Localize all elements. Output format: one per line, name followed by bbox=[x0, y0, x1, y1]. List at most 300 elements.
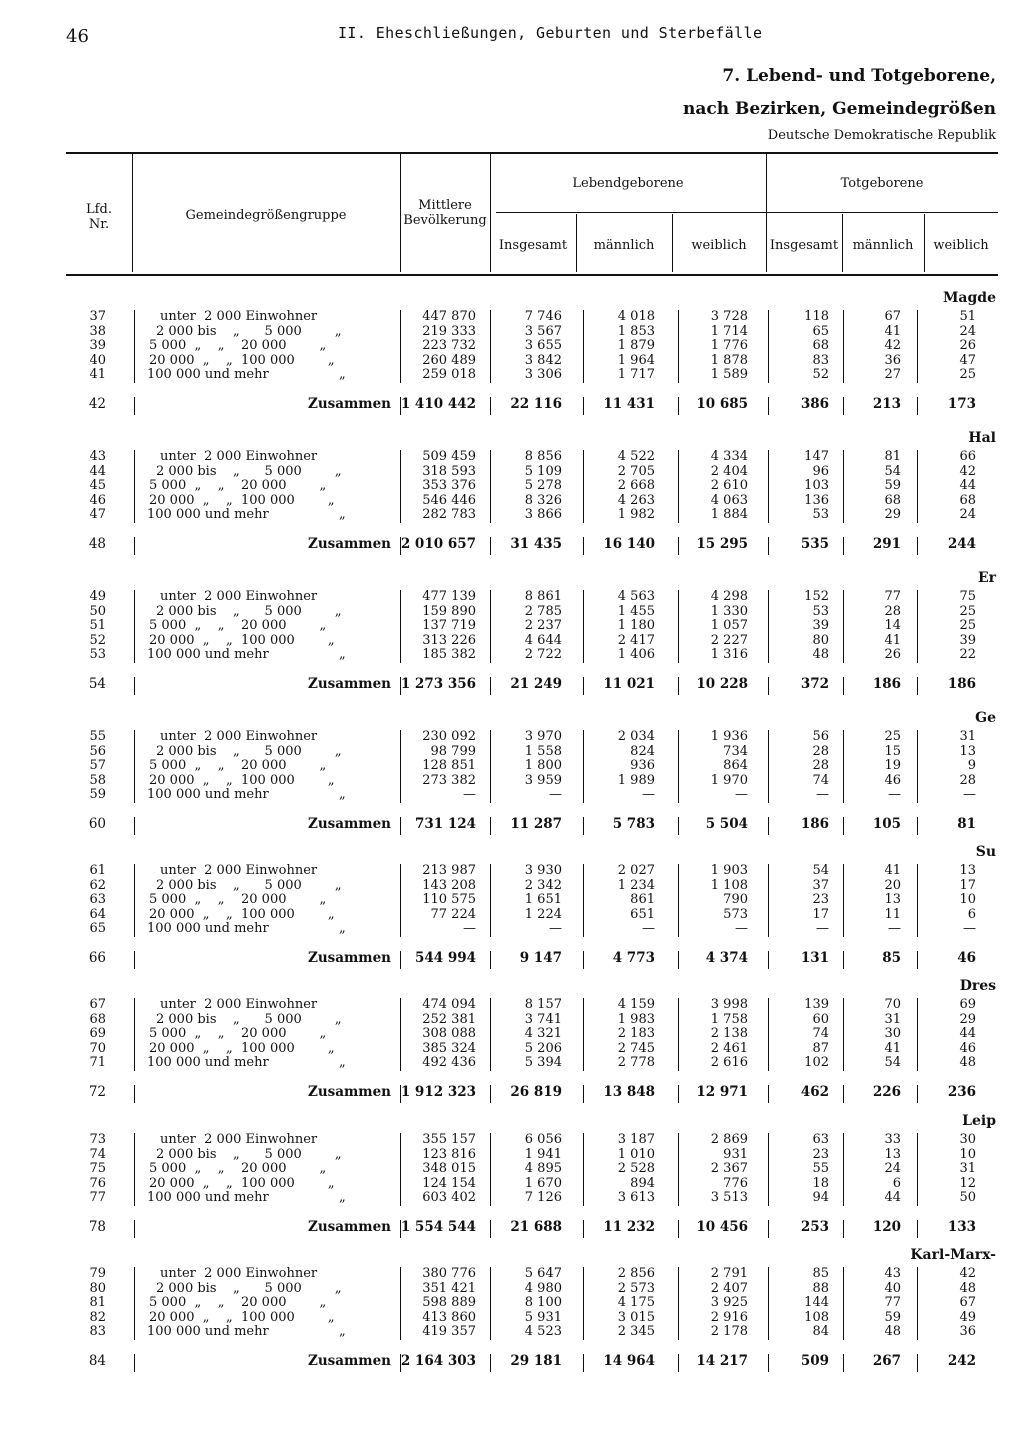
cell-lebend-insgesamt: 4 321 bbox=[524, 1026, 562, 1041]
cell-lebend-insgesamt: 29 181 bbox=[510, 1352, 562, 1369]
cell-lebend-maennlich: 3 187 bbox=[617, 1132, 655, 1147]
cell-bevoelkerung: 77 224 bbox=[430, 906, 476, 922]
cell-lebend-insgesamt: 22 116 bbox=[510, 395, 562, 412]
cell-bevoelkerung: 474 094 bbox=[422, 997, 476, 1012]
cell-tot-maennlich: 29 bbox=[884, 507, 901, 522]
row-number: 79 bbox=[89, 1266, 106, 1281]
cell-tot-maennlich: 67 bbox=[884, 309, 901, 324]
cell-lebend-insgesamt: 3 741 bbox=[524, 1011, 562, 1027]
row-number: 47 bbox=[89, 507, 106, 522]
cell-tot-insgesamt: 136 bbox=[804, 492, 829, 508]
cell-tot-weiblich: 44 bbox=[959, 1026, 976, 1041]
group-label: 5 000 „ „ 20 000 „ bbox=[149, 1026, 327, 1041]
group-label: unter 2 000 Einwohner bbox=[160, 729, 318, 744]
row-number: 44 bbox=[89, 463, 106, 479]
cell-lebend-maennlich: 3 613 bbox=[617, 1190, 655, 1205]
cell-lebend-weiblich: 5 504 bbox=[705, 815, 748, 832]
row-number: 81 bbox=[89, 1295, 106, 1310]
cell-lebend-insgesamt: 21 688 bbox=[510, 1218, 562, 1235]
cell-lebend-weiblich: 1 330 bbox=[710, 603, 748, 619]
cell-lebend-weiblich: 2 610 bbox=[710, 478, 748, 493]
table-row bbox=[66, 922, 998, 937]
cell-tot-weiblich: 26 bbox=[959, 338, 976, 353]
cell-tot-weiblich: 9 bbox=[967, 758, 976, 773]
cell-lebend-insgesamt: 1 941 bbox=[524, 1146, 562, 1162]
table-row bbox=[66, 1013, 998, 1028]
cell-lebend-maennlich: 1 964 bbox=[617, 352, 655, 368]
group-label: 2 000 bis „ 5 000 „ bbox=[156, 603, 342, 619]
cell-bevoelkerung: 385 324 bbox=[422, 1040, 476, 1056]
group-label: unter 2 000 Einwohner bbox=[160, 589, 318, 604]
row-number: 69 bbox=[89, 1026, 106, 1041]
group-label: 20 000 „ „ 100 000 „ bbox=[149, 352, 335, 368]
cell-tot-maennlich: 41 bbox=[884, 1040, 901, 1056]
cell-bevoelkerung: 2 164 303 bbox=[400, 1352, 476, 1369]
cell-tot-weiblich: 25 bbox=[959, 603, 976, 619]
row-number: 76 bbox=[89, 1175, 106, 1191]
cell-tot-insgesamt: 28 bbox=[812, 743, 829, 759]
cell-tot-insgesamt: 56 bbox=[812, 729, 829, 744]
cell-tot-weiblich: 133 bbox=[947, 1218, 976, 1235]
cell-lebend-insgesamt: 3 959 bbox=[524, 772, 562, 788]
header-lebend-weiblich: weiblich bbox=[691, 238, 747, 253]
district-label: Dres bbox=[959, 978, 996, 994]
cell-lebend-insgesamt: 8 326 bbox=[524, 492, 562, 508]
header-gruppe: Gemeindegrößengruppe bbox=[185, 208, 347, 223]
group-label: 5 000 „ „ 20 000 „ bbox=[149, 338, 327, 353]
total-label: Zusammen bbox=[308, 949, 391, 966]
cell-lebend-maennlich: 13 848 bbox=[603, 1083, 655, 1100]
cell-tot-weiblich: 17 bbox=[959, 877, 976, 893]
cell-lebend-insgesamt: 1 558 bbox=[524, 743, 562, 759]
cell-lebend-insgesamt: 4 980 bbox=[524, 1280, 562, 1296]
cell-tot-maennlich: 40 bbox=[884, 1280, 901, 1296]
cell-bevoelkerung: 348 015 bbox=[422, 1161, 476, 1176]
group-label: 20 000 „ „ 100 000 „ bbox=[149, 1040, 335, 1056]
table-total-row bbox=[66, 951, 998, 969]
cell-tot-insgesamt: 386 bbox=[800, 395, 829, 412]
row-number: 66 bbox=[88, 949, 106, 966]
group-label: 100 000 und mehr „ bbox=[147, 921, 346, 936]
cell-tot-maennlich: 19 bbox=[884, 758, 901, 773]
row-number: 64 bbox=[89, 906, 106, 922]
table-row bbox=[66, 759, 998, 774]
cell-lebend-maennlich: 5 783 bbox=[612, 815, 655, 832]
row-number: 73 bbox=[89, 1132, 106, 1147]
cell-lebend-maennlich: 3 015 bbox=[617, 1309, 655, 1325]
cell-tot-insgesamt: 118 bbox=[804, 309, 829, 324]
group-label: 2 000 bis „ 5 000 „ bbox=[156, 1280, 342, 1296]
cell-lebend-insgesamt: 4 895 bbox=[524, 1161, 562, 1176]
cell-lebend-weiblich: 4 298 bbox=[710, 589, 748, 604]
cell-bevoelkerung: 546 446 bbox=[422, 492, 476, 508]
header-tot-insgesamt: Insgesamt bbox=[769, 238, 839, 253]
cell-lebend-weiblich: 1 884 bbox=[710, 507, 748, 522]
total-label: Zusammen bbox=[308, 395, 391, 412]
row-number: 46 bbox=[89, 492, 106, 508]
header-lfd-nr: Lfd. Nr. bbox=[86, 202, 112, 232]
table-row bbox=[66, 450, 998, 465]
cell-lebend-weiblich: 2 916 bbox=[710, 1309, 748, 1325]
cell-tot-insgesamt: 84 bbox=[812, 1324, 829, 1339]
cell-lebend-maennlich: 4 263 bbox=[617, 492, 655, 508]
cell-tot-maennlich: 77 bbox=[884, 1295, 901, 1310]
table-row bbox=[66, 1325, 998, 1340]
cell-tot-insgesamt: 253 bbox=[800, 1218, 829, 1235]
cell-tot-maennlich: 85 bbox=[882, 949, 901, 966]
cell-tot-maennlich: 25 bbox=[884, 729, 901, 744]
cell-lebend-maennlich: 1 406 bbox=[617, 647, 655, 662]
cell-lebend-insgesamt: 11 287 bbox=[510, 815, 562, 832]
cell-tot-weiblich: 24 bbox=[959, 507, 976, 522]
cell-tot-weiblich: 44 bbox=[959, 478, 976, 493]
cell-lebend-insgesamt: — bbox=[549, 787, 562, 802]
cell-lebend-weiblich: 2 404 bbox=[710, 463, 748, 479]
cell-tot-weiblich: 66 bbox=[959, 449, 976, 464]
group-label: 100 000 und mehr „ bbox=[147, 1324, 346, 1339]
table-total-row bbox=[66, 1354, 998, 1372]
cell-tot-insgesamt: 54 bbox=[812, 863, 829, 878]
cell-tot-maennlich: 30 bbox=[884, 1026, 901, 1041]
cell-bevoelkerung: 351 421 bbox=[422, 1280, 476, 1296]
cell-tot-maennlich: 120 bbox=[872, 1218, 901, 1235]
group-label: unter 2 000 Einwohner bbox=[160, 449, 318, 464]
table-row bbox=[66, 998, 998, 1013]
cell-bevoelkerung: 308 088 bbox=[422, 1026, 476, 1041]
cell-lebend-weiblich: 1 589 bbox=[710, 367, 748, 382]
cell-tot-weiblich: 81 bbox=[957, 815, 976, 832]
group-label: 100 000 und mehr „ bbox=[147, 367, 346, 382]
cell-tot-insgesamt: 74 bbox=[812, 772, 829, 788]
group-label: 100 000 und mehr „ bbox=[147, 1190, 346, 1205]
cell-lebend-maennlich: 894 bbox=[630, 1175, 655, 1191]
cell-lebend-weiblich: 573 bbox=[723, 906, 748, 922]
cell-tot-maennlich: 68 bbox=[884, 492, 901, 508]
row-number: 41 bbox=[89, 367, 106, 382]
header-bevoelkerung: Mittlere Bevölkerung bbox=[403, 198, 487, 228]
cell-tot-weiblich: 46 bbox=[957, 949, 976, 966]
group-label: 5 000 „ „ 20 000 „ bbox=[149, 1161, 327, 1176]
cell-bevoelkerung: 98 799 bbox=[430, 743, 476, 759]
cell-lebend-weiblich: 14 217 bbox=[696, 1352, 748, 1369]
group-label: 2 000 bis „ 5 000 „ bbox=[156, 323, 342, 339]
cell-lebend-maennlich: 1 180 bbox=[617, 618, 655, 633]
cell-lebend-maennlich: 16 140 bbox=[603, 535, 655, 552]
cell-lebend-maennlich: — bbox=[642, 787, 655, 802]
cell-bevoelkerung: 492 436 bbox=[422, 1055, 476, 1070]
table-row bbox=[66, 1042, 998, 1057]
group-label: 20 000 „ „ 100 000 „ bbox=[149, 632, 335, 648]
cell-lebend-insgesamt: 3 970 bbox=[524, 729, 562, 744]
cell-tot-insgesamt: — bbox=[816, 921, 829, 936]
cell-lebend-weiblich: 2 178 bbox=[710, 1324, 748, 1339]
cell-tot-maennlich: 13 bbox=[884, 1146, 901, 1162]
table-row bbox=[66, 310, 998, 325]
table-row bbox=[66, 368, 998, 383]
cell-tot-maennlich: 26 bbox=[884, 647, 901, 662]
cell-bevoelkerung: 477 139 bbox=[422, 589, 476, 604]
cell-lebend-maennlich: 1 989 bbox=[617, 772, 655, 788]
cell-lebend-weiblich: 3 513 bbox=[710, 1190, 748, 1205]
cell-lebend-insgesamt: 9 147 bbox=[519, 949, 562, 966]
cell-tot-insgesamt: 23 bbox=[812, 892, 829, 907]
cell-tot-insgesamt: 88 bbox=[812, 1280, 829, 1296]
cell-lebend-weiblich: 931 bbox=[723, 1146, 748, 1162]
cell-bevoelkerung: 1 410 442 bbox=[400, 395, 476, 412]
row-number: 49 bbox=[89, 589, 106, 604]
cell-tot-weiblich: 244 bbox=[947, 535, 976, 552]
cell-tot-maennlich: 33 bbox=[884, 1132, 901, 1147]
total-label: Zusammen bbox=[308, 675, 391, 692]
cell-lebend-weiblich: 776 bbox=[723, 1175, 748, 1191]
cell-tot-weiblich: 12 bbox=[959, 1175, 976, 1191]
cell-lebend-maennlich: 1 853 bbox=[617, 323, 655, 339]
cell-bevoelkerung: 1 912 323 bbox=[400, 1083, 476, 1100]
row-number: 71 bbox=[89, 1055, 106, 1070]
cell-tot-maennlich: 213 bbox=[872, 395, 901, 412]
cell-tot-insgesamt: 509 bbox=[800, 1352, 829, 1369]
cell-bevoelkerung: 185 382 bbox=[422, 647, 476, 662]
row-number: 67 bbox=[89, 997, 106, 1012]
cell-lebend-maennlich: 861 bbox=[630, 892, 655, 907]
cell-tot-insgesamt: 535 bbox=[800, 535, 829, 552]
row-number: 52 bbox=[89, 632, 106, 648]
cell-lebend-insgesamt: 7 746 bbox=[524, 309, 562, 324]
cell-tot-maennlich: 267 bbox=[872, 1352, 901, 1369]
cell-lebend-maennlich: 2 778 bbox=[617, 1055, 655, 1070]
table-title-line1: 7. Lebend- und Totgeborene, bbox=[722, 66, 996, 86]
table-row bbox=[66, 1148, 998, 1163]
cell-lebend-maennlich: 2 417 bbox=[617, 632, 655, 648]
table-row bbox=[66, 1177, 998, 1192]
cell-lebend-maennlich: 4 773 bbox=[612, 949, 655, 966]
cell-lebend-insgesamt: 6 056 bbox=[524, 1132, 562, 1147]
cell-lebend-insgesamt: 5 206 bbox=[524, 1040, 562, 1056]
district-label: Su bbox=[975, 844, 996, 860]
cell-lebend-insgesamt: 8 157 bbox=[524, 997, 562, 1012]
district-label: Hal bbox=[968, 430, 996, 446]
cell-lebend-maennlich: 4 175 bbox=[617, 1295, 655, 1310]
cell-lebend-weiblich: 1 057 bbox=[710, 618, 748, 633]
row-number: 68 bbox=[89, 1011, 106, 1027]
cell-tot-insgesamt: 152 bbox=[804, 589, 829, 604]
header-tot-weiblich: weiblich bbox=[933, 238, 989, 253]
row-number: 77 bbox=[89, 1190, 106, 1205]
group-label: 2 000 bis „ 5 000 „ bbox=[156, 463, 342, 479]
cell-tot-weiblich: 48 bbox=[959, 1055, 976, 1070]
cell-tot-insgesamt: 65 bbox=[812, 323, 829, 339]
cell-tot-weiblich: 42 bbox=[959, 463, 976, 479]
cell-lebend-insgesamt: 26 819 bbox=[510, 1083, 562, 1100]
cell-lebend-insgesamt: 5 931 bbox=[524, 1309, 562, 1325]
cell-tot-maennlich: 13 bbox=[884, 892, 901, 907]
cell-tot-weiblich: 10 bbox=[959, 892, 976, 907]
table-total-row bbox=[66, 817, 998, 835]
table-row bbox=[66, 774, 998, 789]
cell-bevoelkerung: 413 860 bbox=[422, 1309, 476, 1325]
table-row bbox=[66, 325, 998, 340]
row-number: 51 bbox=[89, 618, 106, 633]
page-number: 46 bbox=[66, 26, 89, 47]
cell-lebend-maennlich: 2 027 bbox=[617, 863, 655, 878]
row-number: 65 bbox=[89, 921, 106, 936]
total-label: Zusammen bbox=[308, 1352, 391, 1369]
cell-tot-weiblich: 48 bbox=[959, 1280, 976, 1296]
cell-lebend-weiblich: 2 616 bbox=[710, 1055, 748, 1070]
cell-bevoelkerung: 143 208 bbox=[422, 877, 476, 893]
cell-lebend-maennlich: 4 159 bbox=[617, 997, 655, 1012]
group-label: unter 2 000 Einwohner bbox=[160, 1266, 318, 1281]
table-row bbox=[66, 1027, 998, 1042]
table-row bbox=[66, 634, 998, 649]
group-label: 2 000 bis „ 5 000 „ bbox=[156, 1146, 342, 1162]
table-row bbox=[66, 730, 998, 745]
cell-tot-weiblich: 49 bbox=[959, 1309, 976, 1325]
cell-tot-insgesamt: 17 bbox=[812, 906, 829, 922]
table-row bbox=[66, 508, 998, 523]
cell-bevoelkerung: 509 459 bbox=[422, 449, 476, 464]
cell-tot-weiblich: 25 bbox=[959, 367, 976, 382]
cell-tot-maennlich: 41 bbox=[884, 863, 901, 878]
group-label: 20 000 „ „ 100 000 „ bbox=[149, 492, 335, 508]
row-number: 38 bbox=[89, 323, 106, 339]
cell-tot-maennlich: 41 bbox=[884, 323, 901, 339]
table-row bbox=[66, 1282, 998, 1297]
cell-lebend-weiblich: 10 228 bbox=[696, 675, 748, 692]
cell-tot-weiblich: 39 bbox=[959, 632, 976, 648]
cell-bevoelkerung: 447 870 bbox=[422, 309, 476, 324]
cell-lebend-weiblich: 10 685 bbox=[696, 395, 748, 412]
cell-lebend-maennlich: 936 bbox=[630, 758, 655, 773]
district-label: Er bbox=[977, 570, 996, 586]
cell-lebend-weiblich: 15 295 bbox=[696, 535, 748, 552]
total-label: Zusammen bbox=[308, 815, 391, 832]
cell-tot-weiblich: 30 bbox=[959, 1132, 976, 1147]
cell-lebend-insgesamt: 4 644 bbox=[524, 632, 562, 648]
row-number: 50 bbox=[89, 603, 106, 619]
table-total-row bbox=[66, 537, 998, 555]
cell-lebend-maennlich: 1 879 bbox=[617, 338, 655, 353]
header-tot-maennlich: männlich bbox=[852, 238, 914, 253]
cell-tot-maennlich: 186 bbox=[872, 675, 901, 692]
cell-lebend-maennlich: 4 563 bbox=[617, 589, 655, 604]
group-label: 2 000 bis „ 5 000 „ bbox=[156, 877, 342, 893]
row-number: 40 bbox=[89, 352, 106, 368]
cell-lebend-insgesamt: 3 567 bbox=[524, 323, 562, 339]
cell-lebend-weiblich: 10 456 bbox=[696, 1218, 748, 1235]
cell-lebend-weiblich: 4 374 bbox=[705, 949, 748, 966]
table-total-row bbox=[66, 397, 998, 415]
cell-tot-weiblich: 13 bbox=[959, 863, 976, 878]
header-totgeborene: Totgeborene bbox=[840, 176, 924, 191]
group-label: 2 000 bis „ 5 000 „ bbox=[156, 743, 342, 759]
group-label: 20 000 „ „ 100 000 „ bbox=[149, 906, 335, 922]
table-row bbox=[66, 479, 998, 494]
cell-tot-insgesamt: 39 bbox=[812, 618, 829, 633]
cell-bevoelkerung: 282 783 bbox=[422, 507, 476, 522]
row-number: 43 bbox=[89, 449, 106, 464]
cell-lebend-weiblich: 1 936 bbox=[710, 729, 748, 744]
cell-tot-maennlich: 43 bbox=[884, 1266, 901, 1281]
cell-tot-weiblich: 13 bbox=[959, 743, 976, 759]
group-label: 5 000 „ „ 20 000 „ bbox=[149, 758, 327, 773]
row-number: 45 bbox=[89, 478, 106, 493]
cell-bevoelkerung: 313 226 bbox=[422, 632, 476, 648]
table-row bbox=[66, 494, 998, 509]
cell-tot-maennlich: 20 bbox=[884, 877, 901, 893]
cell-lebend-insgesamt: 1 670 bbox=[524, 1175, 562, 1191]
cell-lebend-maennlich: 2 856 bbox=[617, 1266, 655, 1281]
cell-bevoelkerung: 213 987 bbox=[422, 863, 476, 878]
row-number: 63 bbox=[89, 892, 106, 907]
cell-lebend-maennlich: — bbox=[642, 921, 655, 936]
table-total-row bbox=[66, 1085, 998, 1103]
group-label: 100 000 und mehr „ bbox=[147, 507, 346, 522]
cell-tot-weiblich: 186 bbox=[947, 675, 976, 692]
table-row bbox=[66, 465, 998, 480]
group-label: 100 000 und mehr „ bbox=[147, 787, 346, 802]
table-row bbox=[66, 893, 998, 908]
cell-tot-insgesamt: 68 bbox=[812, 338, 829, 353]
cell-bevoelkerung: 1 554 544 bbox=[400, 1218, 476, 1235]
cell-bevoelkerung: 355 157 bbox=[422, 1132, 476, 1147]
cell-tot-maennlich: 54 bbox=[884, 463, 901, 479]
cell-tot-insgesamt: 83 bbox=[812, 352, 829, 368]
cell-lebend-insgesamt: 2 342 bbox=[524, 877, 562, 893]
cell-tot-maennlich: 226 bbox=[872, 1083, 901, 1100]
cell-tot-weiblich: 31 bbox=[959, 729, 976, 744]
cell-lebend-maennlich: 11 021 bbox=[603, 675, 655, 692]
group-label: 100 000 und mehr „ bbox=[147, 647, 346, 662]
cell-bevoelkerung: 128 851 bbox=[422, 758, 476, 773]
table-row bbox=[66, 1162, 998, 1177]
table-row bbox=[66, 354, 998, 369]
group-label: 2 000 bis „ 5 000 „ bbox=[156, 1011, 342, 1027]
cell-lebend-weiblich: 2 869 bbox=[710, 1132, 748, 1147]
row-number: 83 bbox=[89, 1324, 106, 1339]
table-row bbox=[66, 908, 998, 923]
cell-lebend-insgesamt: 3 842 bbox=[524, 352, 562, 368]
cell-lebend-maennlich: 1 982 bbox=[617, 507, 655, 522]
district-label: Ge bbox=[975, 710, 996, 726]
cell-tot-weiblich: 242 bbox=[947, 1352, 976, 1369]
cell-lebend-maennlich: 11 431 bbox=[603, 395, 655, 412]
cell-tot-insgesamt: 144 bbox=[804, 1295, 829, 1310]
table-row bbox=[66, 879, 998, 894]
cell-lebend-insgesamt: 2 785 bbox=[524, 603, 562, 619]
district-label: Magde bbox=[942, 290, 996, 306]
cell-lebend-weiblich: 1 878 bbox=[710, 352, 748, 368]
cell-lebend-insgesamt: 7 126 bbox=[524, 1190, 562, 1205]
cell-bevoelkerung: 2 010 657 bbox=[400, 535, 476, 552]
cell-lebend-maennlich: 1 234 bbox=[617, 877, 655, 893]
cell-tot-maennlich: 46 bbox=[884, 772, 901, 788]
cell-tot-insgesamt: 37 bbox=[812, 877, 829, 893]
cell-lebend-insgesamt: 31 435 bbox=[510, 535, 562, 552]
cell-tot-weiblich: 50 bbox=[959, 1190, 976, 1205]
table-row bbox=[66, 605, 998, 620]
cell-tot-maennlich: 54 bbox=[884, 1055, 901, 1070]
cell-lebend-weiblich: 3 998 bbox=[710, 997, 748, 1012]
cell-bevoelkerung: 259 018 bbox=[422, 367, 476, 382]
cell-lebend-maennlich: 1 983 bbox=[617, 1011, 655, 1027]
row-number: 62 bbox=[89, 877, 106, 893]
cell-lebend-maennlich: 651 bbox=[630, 906, 655, 922]
row-number: 48 bbox=[88, 535, 106, 552]
cell-lebend-insgesamt: 8 856 bbox=[524, 449, 562, 464]
table-row bbox=[66, 864, 998, 879]
cell-tot-weiblich: 47 bbox=[959, 352, 976, 368]
